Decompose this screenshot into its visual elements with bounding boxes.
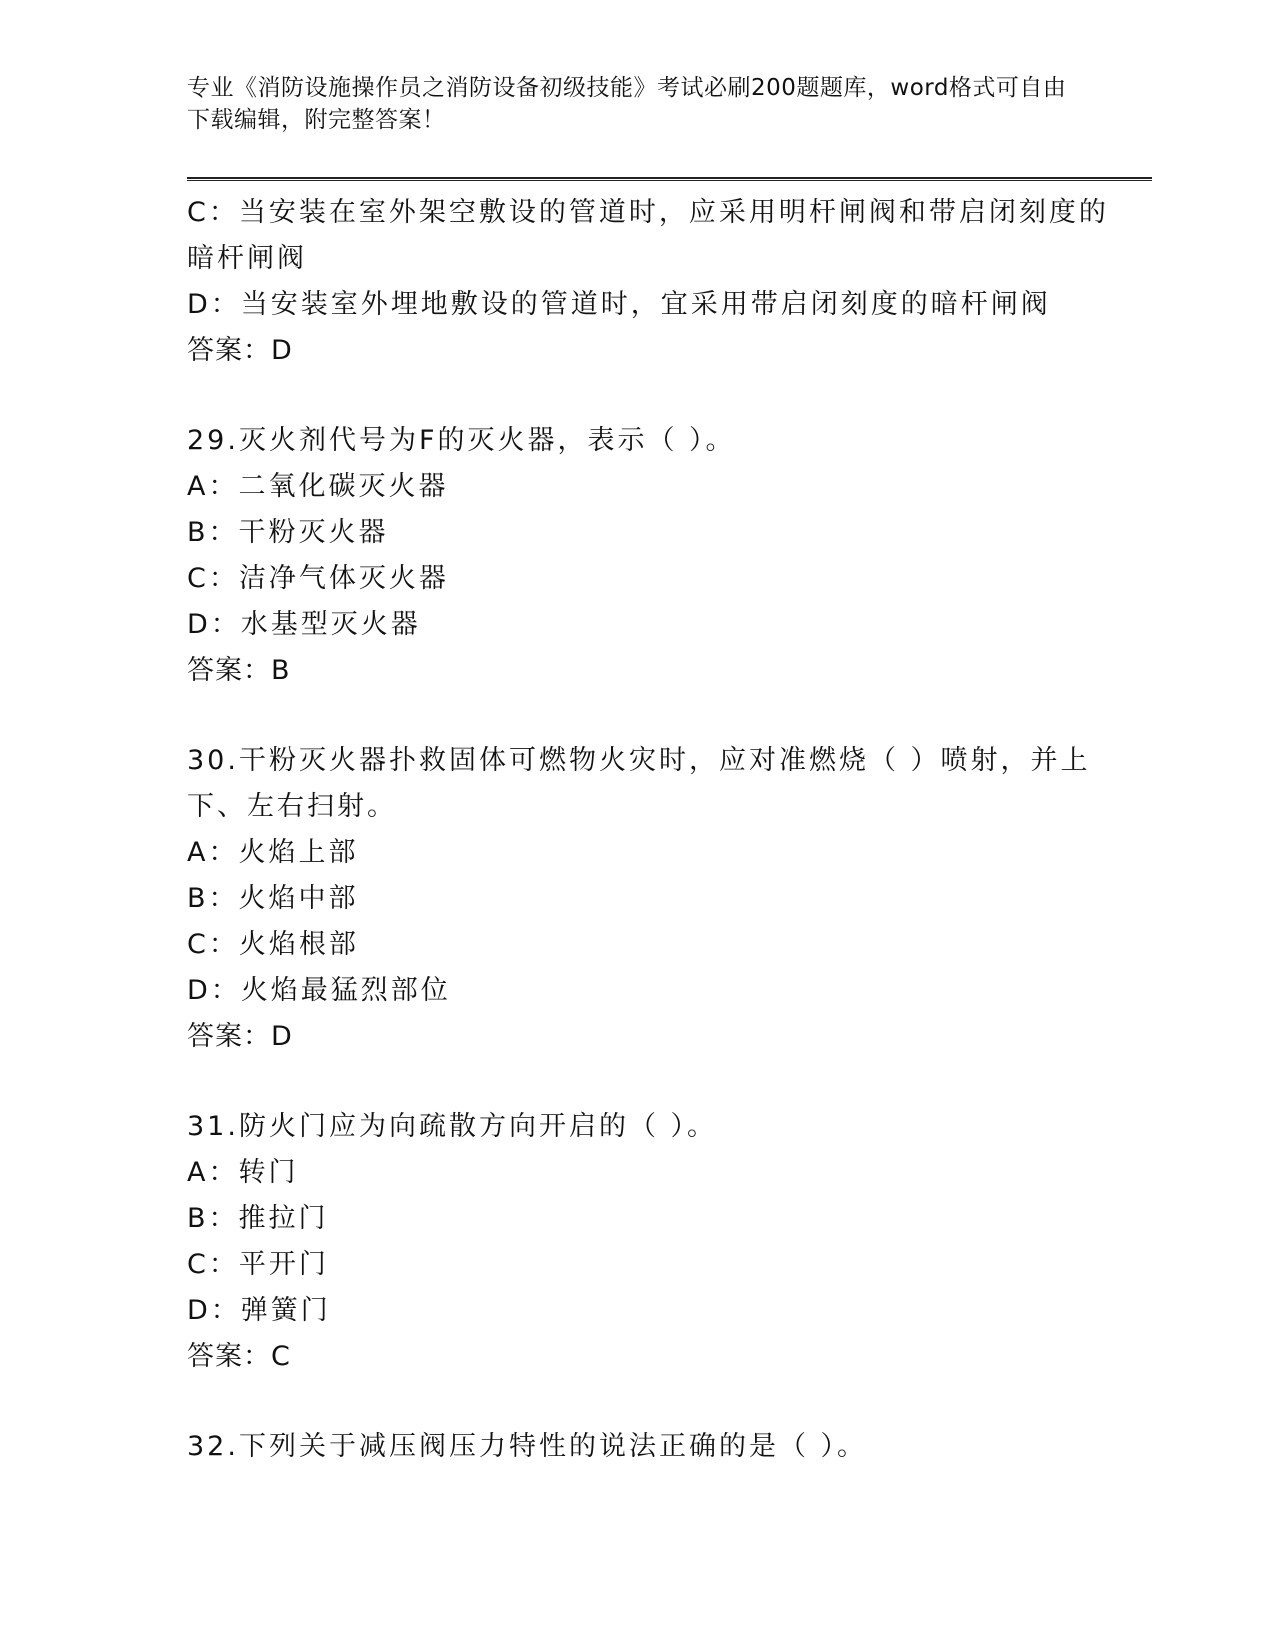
option-c: C：洁净气体灭火器 (187, 563, 449, 594)
question-text: 29.灭火剂代号为F的灭火器，表示（ ）。 (187, 425, 736, 456)
question-content (187, 190, 1109, 1470)
question-text: 31.防火门应为向疏散方向开启的（ ）。 (187, 1111, 718, 1142)
question-text: 32.下列关于减压阀压力特性的说法正确的是（ ）。 (187, 1431, 868, 1462)
option-d: D：水基型灭火器 (187, 609, 421, 640)
answer: 答案：D (187, 335, 293, 366)
question-31 (187, 1104, 1087, 1380)
document-header: 专业《消防设施操作员之消防设备初级技能》考试必刷200题题库，word格式可自由下载编辑，附完整答案！ (187, 75, 1067, 133)
option-d: D：火焰最猛烈部位 (187, 975, 451, 1006)
question-29 (187, 418, 1087, 694)
option-a: A：转门 (187, 1157, 299, 1188)
question-text: 30.干粉灭火器扑救固体可燃物火灾时，应对准燃烧（ ）喷射，并上 (187, 745, 1091, 776)
option-c: C：火焰根部 (187, 929, 359, 960)
option-c: C：平开门 (187, 1249, 329, 1280)
option-a: A：二氧化碳灭火器 (187, 471, 449, 502)
question-32 (187, 1424, 1087, 1470)
answer: 答案：B (187, 655, 291, 686)
answer: 答案：C (187, 1341, 291, 1372)
question-text-continued: 下、左右扫射。 (187, 791, 397, 822)
question-28-tail (187, 190, 1109, 374)
question-30 (187, 738, 1091, 1060)
answer: 答案：D (187, 1021, 293, 1052)
option-c-continued: 暗杆闸阀 (187, 243, 307, 274)
header-divider (187, 177, 1152, 181)
option-b: B：火焰中部 (187, 883, 359, 914)
option-a: A：火焰上部 (187, 837, 359, 868)
spacer (187, 1380, 1087, 1424)
option-b: B：推拉门 (187, 1203, 329, 1234)
option-d: D：当安装室外埋地敷设的管道时，宜采用带启闭刻度的暗杆闸阀 (187, 289, 1051, 320)
option-c: C：当安装在室外架空敷设的管道时，应采用明杆闸阀和带启闭刻度的 (187, 197, 1109, 228)
option-d: D：弹簧门 (187, 1295, 331, 1326)
spacer (187, 694, 1087, 738)
option-b: B：干粉灭火器 (187, 517, 389, 548)
spacer (187, 1060, 1087, 1104)
spacer (187, 374, 1087, 418)
